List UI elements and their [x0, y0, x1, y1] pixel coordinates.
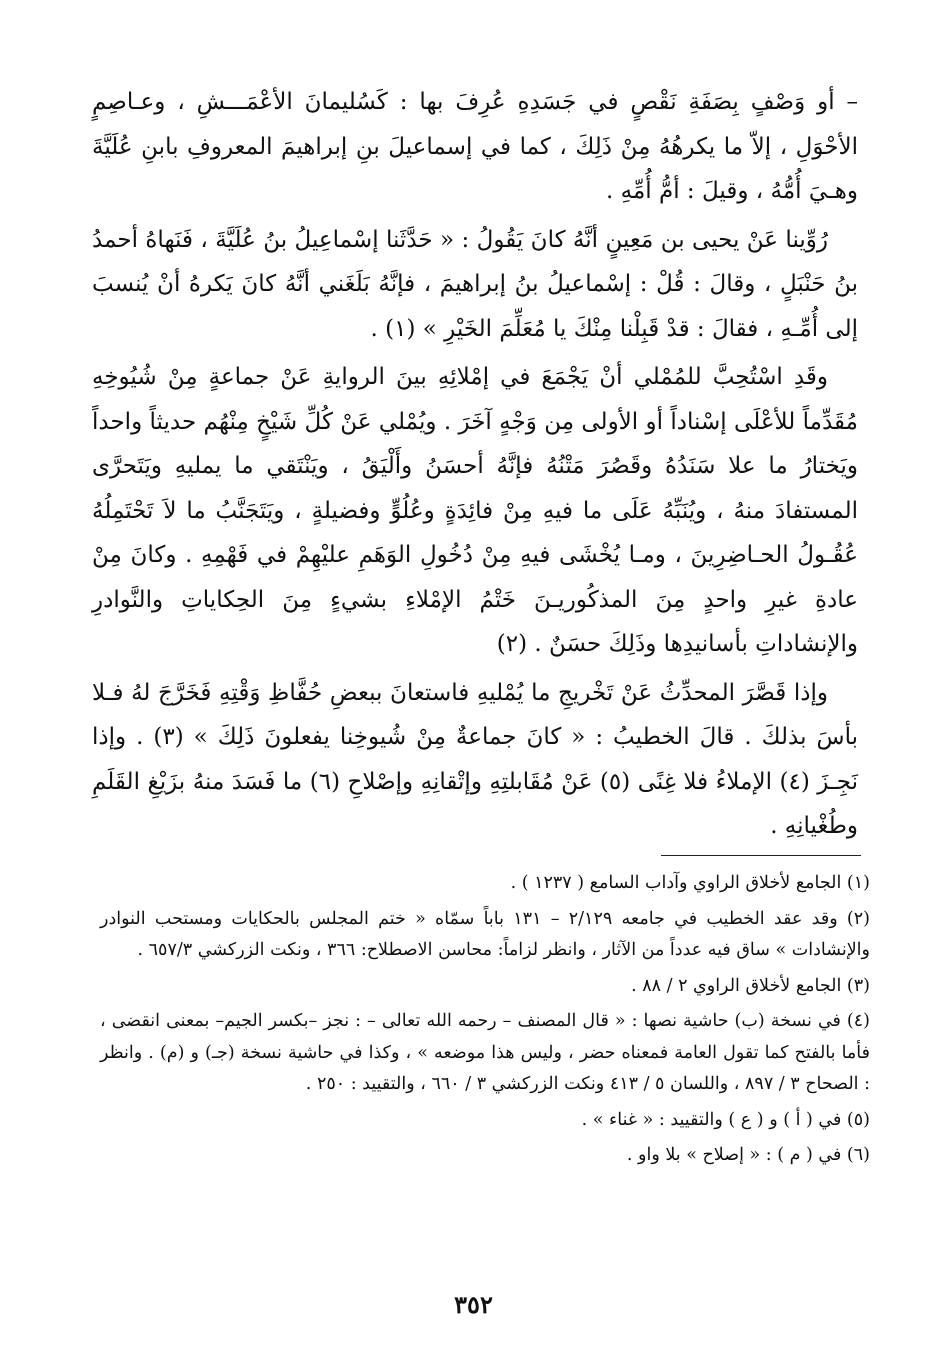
footnotes-section	[100, 868, 870, 1176]
footnote-5: (٥) في ( أ ) و ( ع ) والتقييد : « غناء » .	[581, 1109, 870, 1130]
footnote-4: (٤) في نسخة (ب) حاشية نصها : « قال المصنف – رحمه الله تعالى – : نجز –بكسر الجيم– بمعنى انقضى ، فأما بالفتح كما تقول العامة فمعناه حضر ، وليس هذا موضعه » ، وكذا في حاشية نسخة (جـ) و (م) . وانظر : الصحاح ٣ / ٨٩٧ ، واللسان ٥ / ٤١٣ ونكت الزركشي ٣ / ٦٦٠ ، والتقييد : ٢٥٠ .	[100, 1011, 870, 1094]
paragraph-2: رُوِّينا عَنْ يحيى بن مَعِينٍ أنَّهُ كانَ يَقُولُ : « حَدَّثَنا إسْماعِيلُ بنُ عُلَيَّةَ ، فَنَهاهُ أحمدُ بنُ حَنْبَلٍ ، وقالَ : قُلْ : إسْماعيلُ بنُ إبراهيمَ ، فإنَّهُ بَلَغَني أنَّهُ كانَ يَكرهُ أنْ يُنسبَ إلى أُمِّـهِ ، فقالَ : قدْ قَبِلْنا مِنْكَ يا مُعَلِّمَ الخَيْرِ » (١) .	[92, 226, 858, 342]
paragraph-1: – أو وَصْفٍ بِصَفَةِ نَقْصٍ في جَسَدِهِ عُرِفَ بها : كَسُليمانَ الأعْمَـــشِ ، وعـاصِمٍ الأحْوَلِ ، إلاّ ما يكرهُهُ مِنْ ذَلِكَ ، كما في إسماعيلَ بنِ إبراهيمَ المعروفِ بابنِ عُلَيَّةَ وهـيَ أُمُّهُ ، وقيلَ : أمُّ أُمِّهِ .	[92, 89, 859, 204]
main-text-body	[92, 80, 858, 853]
footnote-6: (٦) في ( م ) : « إصلاح » بلا واو .	[626, 1145, 870, 1165]
page-number: ٣٥٢	[454, 1290, 493, 1319]
paragraph-4: وإذا قَصَّرَ المحدِّثُ عَنْ تَخْريجِ ما يُمْليهِ فاستعانَ ببعضِ حُفَّاظِ وَقْتِهِ فَخَرَّجَ لهُ فـلا بأسَ بذلكَ . قالَ الخطيبُ : « كانَ جماعةٌ مِنْ شُيوخِنا يفعلونَ ذَلِكَ » (٣) . وإذا نَجِـزَ (٤) الإملاءُ فلا غِنًى (٥) عَنْ مُقَابلتِهِ وإتْقانِهِ وإصْلاحِ (٦) ما فَسَدَ منهُ بزَيْغِ القَلَمِ وطُغْيانِهِ .	[92, 679, 858, 839]
footnote-separator	[661, 855, 861, 856]
footnote-1: (١) الجامع لأخلاق الراوي وآداب السامع ( ١٢٣٧ ) .	[510, 873, 870, 893]
footnote-3: (٣) الجامع لأخلاق الراوي ٢ / ٨٨ .	[631, 975, 870, 996]
footnote-2: (٢) وقد عقد الخطيب في جامعه ٢/١٢٩ – ١٣١ باباً سمّاه « ختم المجلس بالحكايات ومستحب النوادر والإنشادات » ساق فيه عدداً من الآثار ، وانظر لزاماً: محاسن الاصطلاح: ٣٦٦ ، ونكت الزركشي ٦٥٧/٣ .	[100, 908, 870, 960]
paragraph-3: وقَدِ اسْتُحِبَّ للمُمْلي أنْ يَجْمَعَ في إمْلائِهِ بينَ الروايةِ عَنْ جماعةٍ مِنْ شُيُوخِهِ مُقَدِّماً للأعْلَى إسْناداً أو الأولى مِن وَجْهٍ آخَرَ . ويُمْلي عَنْ كُلِّ شَيْخٍ مِنْهُم حديثاً واحداً ويَختارُ ما علا سَنَدُهُ وقَصُرَ مَتْنُهُ فإنَّهُ أحسَنُ وأَلْيَقُ ، ويَنْتَقي ما يمليهِ ويَتَحرَّى المستفادَ منهُ ، ويُنَبِّهُ عَلَى ما فيهِ مِنْ فائِدَةٍ وعُلُوٍّ وفضيلةٍ ، ويَتَجَنَّبُ ما لاَ تَحْتَمِلُهُ عُقُـولُ الحـاضِرِينَ ، ومـا يُخْشَى فيهِ مِنْ دُخُولِ الوَهَمِ عليْهِمْ في فَهْمِهِ . وكانَ مِنْ عادةِ غيرِ واحدٍ مِنَ المذكُوريـنَ خَتْمُ الإمْلاءِ بشيءٍ مِنَ الحِكاياتِ والنَّوادرِ والإنشاداتِ بأسانيدِها وذَلِكَ حسَنٌ . (٢)	[92, 364, 858, 657]
